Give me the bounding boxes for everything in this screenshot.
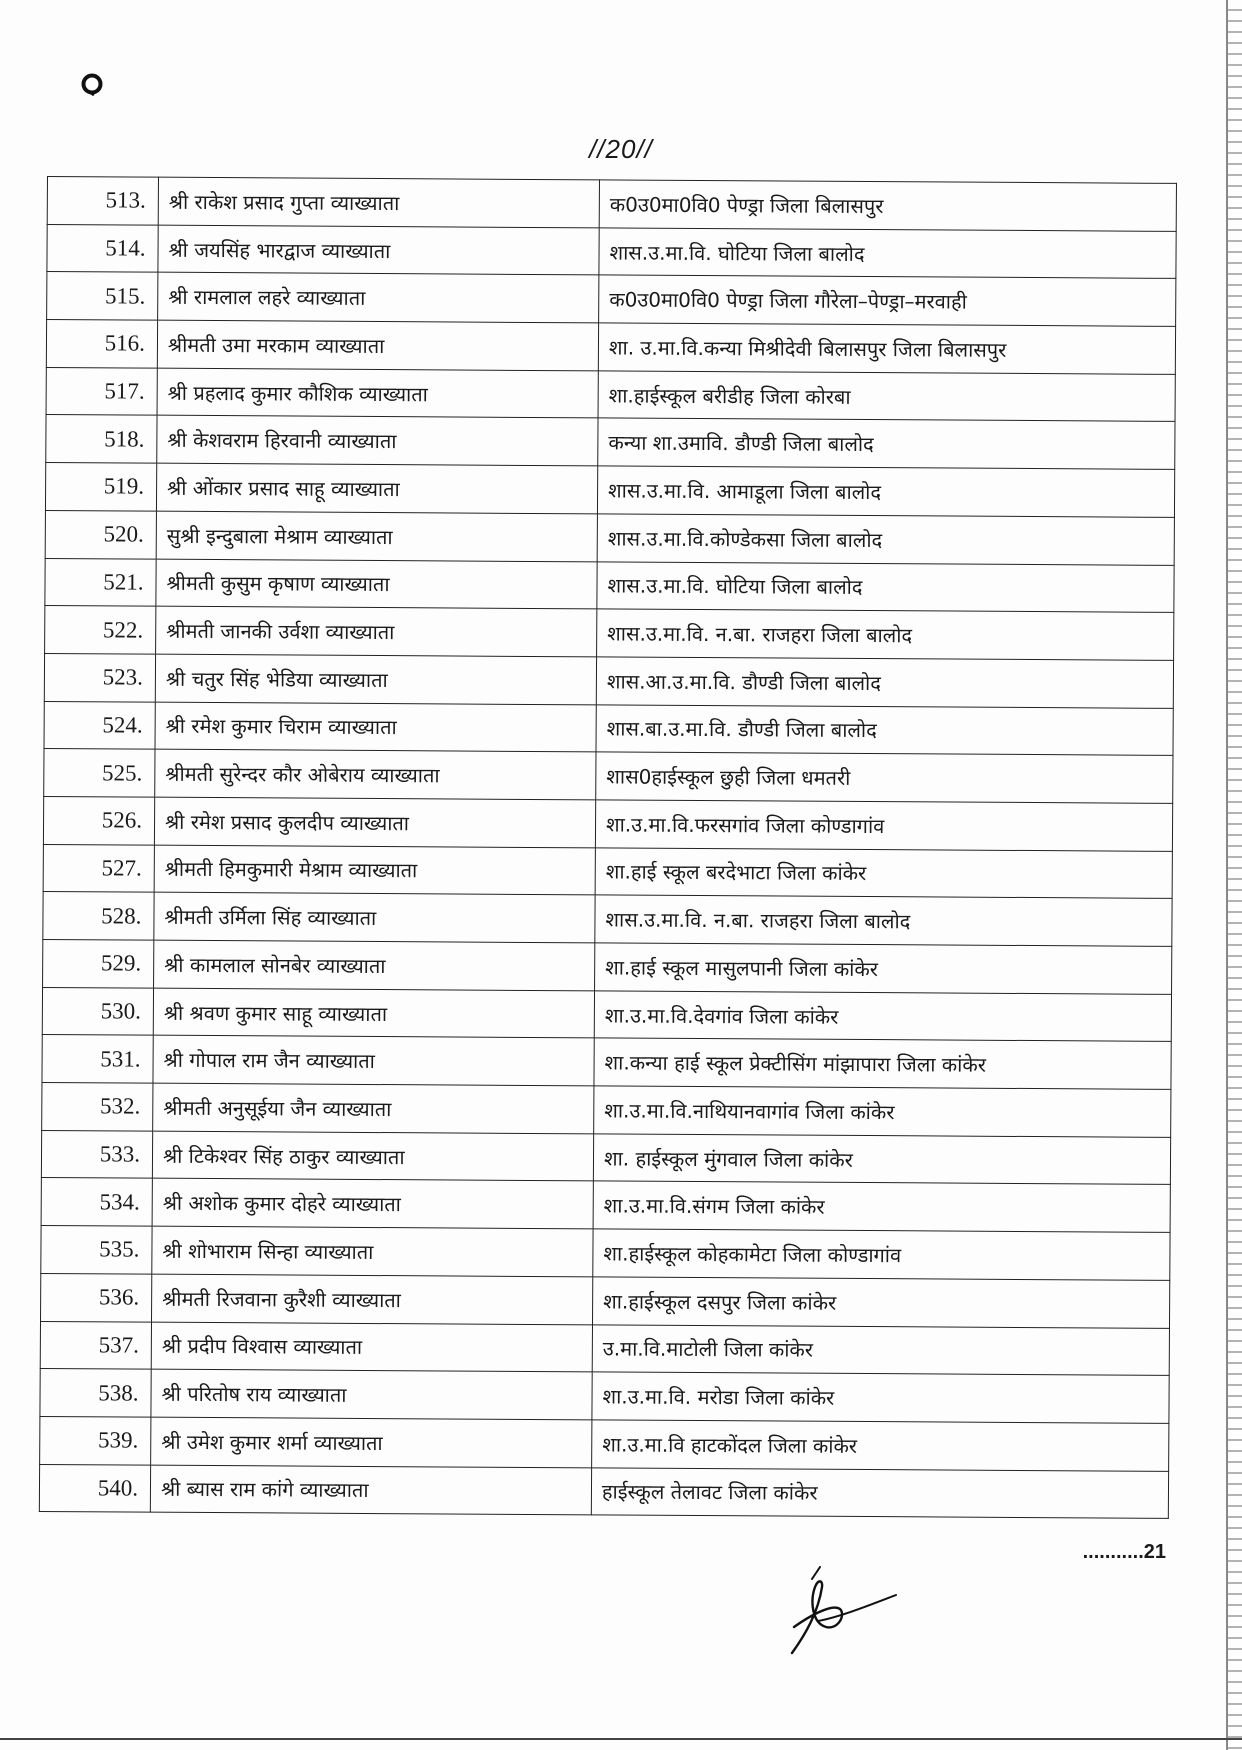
teacher-name-cell: श्री चतुर सिंह भेडिया व्याख्याता <box>155 654 596 704</box>
table-row <box>43 892 1172 947</box>
serial-number-cell: 532. <box>42 1083 153 1131</box>
school-cell: शास.उ.मा.वि.कोण्डेकसा जिला बालोद <box>597 514 1174 565</box>
continuation-marker: ...........21 <box>1082 1541 1166 1563</box>
transfer-list-body <box>39 177 1176 1519</box>
school-cell: शा.हाईस्कूल बरीडीह जिला कोरबा <box>598 371 1175 422</box>
serial-number-cell: 519. <box>45 463 156 511</box>
serial-number-cell: 515. <box>47 272 158 320</box>
teacher-name-cell: श्रीमती रिजवाना कुरैशी व्याख्याता <box>152 1274 593 1324</box>
teacher-name-cell: श्री प्रहलाद कुमार कौशिक व्याख्याता <box>157 368 598 418</box>
table-row <box>40 1321 1169 1376</box>
table-row <box>45 606 1174 661</box>
serial-number-cell: 539. <box>40 1416 151 1464</box>
serial-number-cell: 522. <box>45 606 156 654</box>
table-row <box>47 272 1176 327</box>
table-row <box>40 1369 1169 1424</box>
school-cell: शा.उ.मा.वि.संगम जिला कांकेर <box>593 1181 1170 1232</box>
teacher-name-cell: श्री उमेश कुमार शर्मा व्याख्याता <box>151 1417 592 1467</box>
school-cell: क0उ0मा0वि0 पेण्ड्रा जिला बिलासपुर <box>599 180 1176 231</box>
teacher-name-cell: श्री परितोष राय व्याख्याता <box>151 1369 592 1419</box>
teacher-name-cell: श्री रमेश कुमार चिराम व्याख्याता <box>155 702 596 752</box>
teacher-name-cell: श्री ओंकार प्रसाद साहू व्याख्याता <box>156 463 597 513</box>
serial-number-cell: 537. <box>40 1321 151 1369</box>
school-cell: शा.कन्या हाई स्कूल प्रेक्टीसिंग मांझापारा जिला कांकेर <box>594 1038 1171 1089</box>
teacher-name-cell: श्री कामलाल सोनबेर व्याख्याता <box>154 940 595 990</box>
school-cell: शा. हाईस्कूल मुंगवाल जिला कांकेर <box>593 1134 1170 1185</box>
school-cell: शास.आ.उ.मा.वि. डौण्डी जिला बालोद <box>596 657 1173 708</box>
school-cell: शा.उ.मा.वि. मरोडा जिला कांकेर <box>592 1372 1169 1423</box>
serial-number-cell: 526. <box>43 796 154 844</box>
teacher-name-cell: सुश्री इन्दुबाला मेश्राम व्याख्याता <box>156 511 597 561</box>
teacher-name-cell: श्री टिकेश्वर सिंह ठाकुर व्याख्याता <box>152 1131 593 1181</box>
school-cell: शास.बा.उ.मा.वि. डौण्डी जिला बालोद <box>596 704 1173 755</box>
table-row <box>46 320 1175 375</box>
serial-number-cell: 538. <box>40 1369 151 1417</box>
teacher-name-cell: श्रीमती उमा मरकाम व्याख्याता <box>157 320 598 370</box>
table-row <box>44 701 1173 756</box>
school-cell: शा.उ.मा.वि.देवगांव जिला कांकेर <box>594 991 1171 1042</box>
table-row <box>44 749 1173 804</box>
teacher-name-cell: श्री राकेश प्रसाद गुप्ता व्याख्याता <box>158 177 599 227</box>
table-row <box>44 653 1173 708</box>
table-row <box>41 1226 1170 1281</box>
serial-number-cell: 524. <box>44 701 155 749</box>
table-row <box>43 796 1172 851</box>
school-cell: शा.हाईस्कूल दसपुर जिला कांकेर <box>592 1277 1169 1328</box>
table-row <box>46 415 1175 470</box>
teacher-name-cell: श्री प्रदीप विश्वास व्याख्याता <box>151 1322 592 1372</box>
teacher-name-cell: श्री रमेश प्रसाद कुलदीप व्याख्याता <box>154 797 595 847</box>
school-cell: कन्या शा.उमावि. डौण्डी जिला बालोद <box>598 418 1175 469</box>
teacher-name-cell: श्रीमती सुरेन्दर कौर ओबेराय व्याख्याता <box>155 749 596 799</box>
table-row <box>40 1416 1169 1471</box>
teacher-name-cell: श्रीमती अनुसूईया जैन व्याख्याता <box>153 1083 594 1133</box>
serial-number-cell: 535. <box>41 1226 152 1274</box>
school-cell: शा. उ.मा.वि.कन्या मिश्रीदेवी बिलासपुर जिला बिलासपुर <box>598 323 1175 374</box>
table-row <box>47 177 1176 232</box>
school-cell: शास.उ.मा.वि. घोटिया जिला बालोद <box>597 561 1174 612</box>
teacher-name-cell: श्री श्रवण कुमार साहू व्याख्याता <box>153 988 594 1038</box>
school-cell: शास.उ.मा.वि. न.बा. राजहरा जिला बालोद <box>597 609 1174 660</box>
table-row <box>41 1273 1170 1328</box>
school-cell: शा.उ.मा.वि हाटकोंदल जिला कांकेर <box>592 1420 1169 1471</box>
table-row <box>45 558 1174 613</box>
table-row <box>42 1035 1171 1090</box>
table-row <box>42 987 1171 1042</box>
serial-number-cell: 516. <box>46 320 157 368</box>
teacher-name-cell: श्रीमती कुसुम कृषाण व्याख्याता <box>156 559 597 609</box>
teacher-name-cell: श्रीमती जानकी उर्वशा व्याख्याता <box>156 606 597 656</box>
serial-number-cell: 523. <box>44 653 155 701</box>
punch-hole-mark <box>80 72 104 96</box>
serial-number-cell: 527. <box>43 844 154 892</box>
serial-number-cell: 533. <box>41 1130 152 1178</box>
serial-number-cell: 528. <box>43 892 154 940</box>
table-row <box>45 510 1174 565</box>
table-row <box>41 1130 1170 1185</box>
serial-number-cell: 514. <box>47 224 158 272</box>
teacher-name-cell: श्री रामलाल लहरे व्याख्याता <box>158 273 599 323</box>
serial-number-cell: 520. <box>45 510 156 558</box>
table-row <box>42 1083 1171 1138</box>
school-cell: हाईस्कूल तेलावट जिला कांकेर <box>591 1467 1168 1518</box>
table-row <box>43 844 1172 899</box>
school-cell: शास.उ.मा.वि. आमाडूला जिला बालोद <box>597 466 1174 517</box>
teacher-name-cell: श्री शोभाराम सिन्हा व्याख्याता <box>152 1226 593 1276</box>
teacher-name-cell: श्री जयसिंह भारद्वाज व्याख्याता <box>158 225 599 275</box>
serial-number-cell: 530. <box>42 987 153 1035</box>
school-cell: शा.हाई स्कूल मासुलपानी जिला कांकेर <box>595 943 1172 994</box>
signature-mark <box>760 1565 900 1665</box>
school-cell: शा.हाईस्कूल कोहकामेटा जिला कोण्डागांव <box>593 1229 1170 1280</box>
school-cell: क0उ0मा0वि0 पेण्ड्रा जिला गौरेला–पेण्ड्रा–मरवाही <box>599 275 1176 326</box>
teacher-name-cell: श्री अशोक कुमार दोहरे व्याख्याता <box>152 1179 593 1229</box>
table-row <box>46 367 1175 422</box>
teacher-name-cell: श्रीमती उर्मिला सिंह व्याख्याता <box>154 892 595 942</box>
school-cell: शास.उ.मा.वि. घोटिया जिला बालोद <box>599 228 1176 279</box>
school-cell: शा.उ.मा.वि.फरसगांव जिला कोण्डागांव <box>595 800 1172 851</box>
serial-number-cell: 518. <box>46 415 157 463</box>
serial-number-cell: 517. <box>46 367 157 415</box>
serial-number-cell: 513. <box>47 177 158 225</box>
teacher-name-cell: श्री केशवराम हिरवानी व्याख्याता <box>157 416 598 466</box>
table-row <box>41 1178 1170 1233</box>
school-cell: शास.उ.मा.वि. न.बा. राजहरा जिला बालोद <box>595 895 1172 946</box>
school-cell: शा.हाई स्कूल बरदेभाटा जिला कांकेर <box>595 847 1172 898</box>
table-row <box>43 939 1172 994</box>
table-row <box>47 224 1176 279</box>
bottom-rule <box>0 1738 1242 1740</box>
serial-number-cell: 534. <box>41 1178 152 1226</box>
table-row <box>45 463 1174 518</box>
serial-number-cell: 529. <box>43 939 154 987</box>
transfer-list-table <box>39 176 1177 1519</box>
serial-number-cell: 531. <box>42 1035 153 1083</box>
serial-number-cell: 525. <box>44 749 155 797</box>
table-row <box>39 1464 1168 1519</box>
school-cell: उ.मा.वि.माटोली जिला कांकेर <box>592 1324 1169 1375</box>
teacher-name-cell: श्री ब्यास राम कांगे व्याख्याता <box>150 1465 591 1515</box>
school-cell: शा.उ.मा.वि.नाथियानवागांव जिला कांकेर <box>594 1086 1171 1137</box>
teacher-name-cell: श्री गोपाल राम जैन व्याख्याता <box>153 1036 594 1086</box>
school-cell: शास0हाईस्कूल छुही जिला धमतरी <box>596 752 1173 803</box>
teacher-name-cell: श्रीमती हिमकुमारी मेश्राम व्याख्याता <box>154 845 595 895</box>
serial-number-cell: 536. <box>41 1273 152 1321</box>
scan-binding-edge <box>1226 0 1242 1750</box>
serial-number-cell: 540. <box>39 1464 150 1512</box>
page-number: //20// <box>589 134 653 164</box>
serial-number-cell: 521. <box>45 558 156 606</box>
